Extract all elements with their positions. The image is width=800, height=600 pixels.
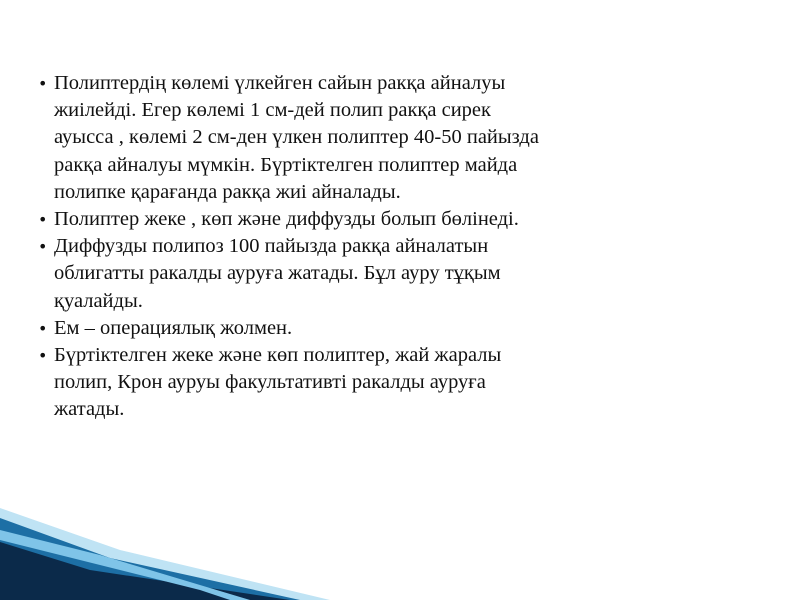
bullet-list bbox=[36, 70, 726, 424]
bullet-line: жиілейді. Егер көлемі 1 см-дей полип ракқа сирек bbox=[54, 99, 491, 122]
bullet-line: облигатты ракалды ауруға жатады. Бұл ауру тұқым bbox=[54, 262, 501, 285]
bullet-line: Полиптердің көлемі үлкейген сайын ракқа айналуы bbox=[54, 72, 506, 94]
bullet-item bbox=[36, 70, 726, 206]
bullet-line: полипке қарағанда ракқа жиі айналады. bbox=[54, 180, 401, 203]
bullet-line: жатады. bbox=[54, 398, 125, 421]
bullet-item bbox=[36, 315, 726, 342]
bullet-item bbox=[36, 342, 726, 424]
bullet-line: полип, Крон ауруы факультативті ракалды ауруға bbox=[54, 371, 486, 394]
bullet-line: ракқа айналуы мүмкін. Бүртіктелген полиптер майда bbox=[54, 153, 518, 176]
bullet-line: ауысса , көлемі 2 см-ден үлкен полиптер 40-50 пайызда bbox=[54, 126, 539, 149]
decorative-swoosh bbox=[0, 500, 800, 600]
bullet-line: Диффузды полипоз 100 пайызда ракқа айналатын bbox=[54, 235, 489, 258]
bullet-line: Бүртіктелген жеке және көп полиптер, жай жаралы bbox=[54, 344, 502, 367]
bullet-line: Полиптер жеке , көп және диффузды болып бөлінеді. bbox=[54, 208, 519, 231]
bullet-line: қуалайды. bbox=[54, 289, 143, 312]
bullet-item bbox=[36, 206, 726, 233]
bullet-item bbox=[36, 233, 726, 315]
bullet-line: Ем – операциялық жолмен. bbox=[54, 316, 293, 339]
